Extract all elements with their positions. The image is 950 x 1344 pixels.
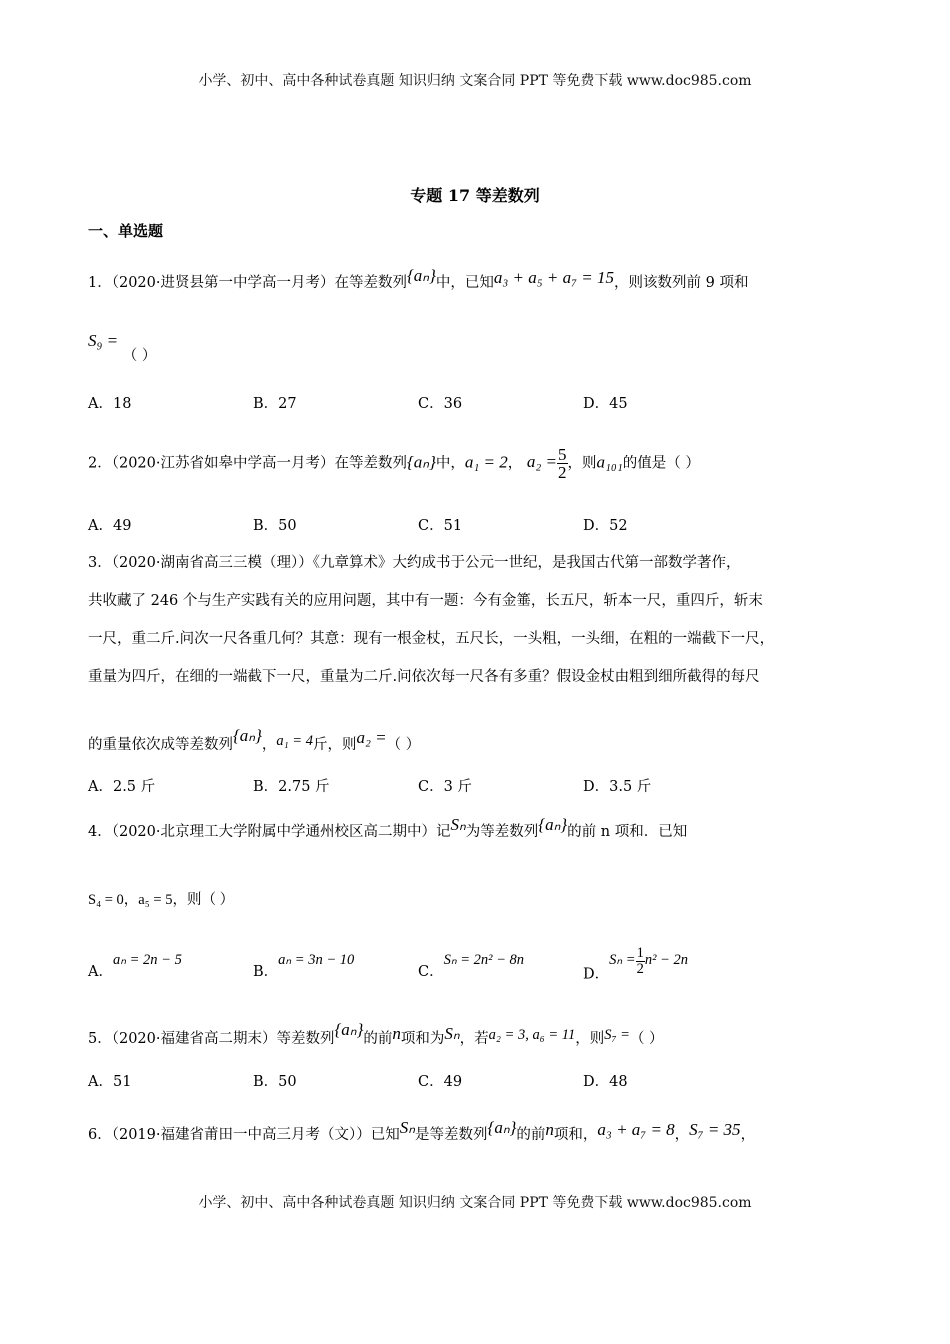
option-label: A．: [88, 964, 113, 980]
option-b[interactable]: B．50: [253, 1074, 297, 1090]
question-4: [88, 815, 687, 841]
option-d[interactable]: D．3.5 斤: [583, 779, 652, 795]
question-text: 的前 n 项和．已知: [567, 824, 688, 840]
question-3: [88, 551, 741, 572]
question-3-line: 共收藏了 246 个与生产实践有关的应用问题，其中有一题：今有金箠，长五尺，斩本一尺，重四斤，斩末: [88, 593, 763, 609]
question-text: ，则该数列前 9 项和: [614, 275, 749, 291]
question-text: ，则: [567, 455, 597, 472]
option-d[interactable]: D．48: [583, 1074, 628, 1090]
sequence-expr: {aₙ}: [487, 1118, 517, 1137]
fraction-lhs: Sₙ =: [609, 952, 636, 969]
fraction-denominator: 2: [558, 463, 567, 482]
question-text: 的前: [516, 1127, 546, 1143]
option-a[interactable]: A．2.5 斤: [88, 779, 156, 795]
question-text: 的值是（ ）: [622, 455, 700, 472]
question-6: [88, 1118, 755, 1144]
condition-expr: a₃ + a₅ + a₇ = 15: [493, 268, 615, 287]
question-text: 是等差数列: [415, 1127, 488, 1143]
option-b[interactable]: B．27: [253, 396, 297, 412]
separator: ，: [261, 737, 277, 753]
condition-expr: a₃ + a₇ = 8: [597, 1120, 675, 1139]
question-1: [88, 266, 748, 292]
option-c[interactable]: C．36: [418, 396, 463, 412]
answer-blank: （ ）: [122, 348, 157, 364]
separator: ，: [507, 455, 523, 472]
question-source: （2019·福建省莆田一中高三月考（文））: [111, 1127, 371, 1143]
option-d[interactable]: [583, 945, 688, 990]
question-text: 在等差数列: [334, 275, 407, 291]
condition-expr: a₂ = 3, a₆ = 11: [488, 1027, 576, 1043]
question-4-line2: S₄ = 0，a₅ = 5，则（ ）: [88, 892, 235, 908]
option-c[interactable]: C．51: [418, 518, 463, 534]
sum-expr: Sₙ: [450, 815, 466, 834]
question-3-line: 一尺，重二斤.问次一尺各重几何？其意：现有一根金杖，五尺长，一头粗，一头细，在粗的一端截下一尺，: [88, 631, 775, 647]
sequence-expr: {aₙ}: [407, 452, 436, 472]
fraction-denominator: 2: [636, 960, 644, 977]
question-3-line: 重量为四斤，在细的一端截下一尺，重量为二斤.问依次每一尺各有多重？假设金杖由粗到细所截得的每尺: [88, 669, 760, 685]
condition-expr-2: [526, 445, 568, 482]
option-expr: Sₙ = 2n² − 8n: [443, 952, 525, 968]
option-expr: [609, 945, 688, 977]
question-source: （2020·湖南省高三三模（理））: [111, 555, 313, 571]
question-text: 记: [436, 824, 451, 840]
question-text: 的前: [363, 1031, 393, 1047]
option-c[interactable]: C．49: [418, 1074, 463, 1090]
fraction-rhs: n² − 2n: [644, 952, 688, 969]
question-source: （2020·进贤县第一中学高一月考）: [111, 275, 335, 291]
condition-expr: S₇ = 35: [689, 1120, 741, 1139]
variable-n: n: [392, 1024, 401, 1043]
option-b[interactable]: B．2.75 斤: [253, 779, 330, 795]
question-text: 在等差数列: [334, 455, 407, 472]
sequence-expr: {aₙ}: [407, 266, 436, 285]
sum-expr: Sₙ: [444, 1024, 460, 1043]
target-expr: a₂ =: [356, 728, 387, 747]
question-number: 5．: [88, 1031, 112, 1047]
section-heading: 一、单选题: [88, 222, 164, 240]
option-expr: aₙ = 2n − 5: [112, 952, 182, 968]
question-source: （2020·北京理工大学附属中学通州校区高二期中）: [111, 824, 436, 840]
option-a[interactable]: A．51: [88, 1074, 132, 1090]
option-d[interactable]: D．45: [583, 396, 628, 412]
sequence-expr: {aₙ}: [233, 726, 262, 745]
target-expr: S₇ =: [604, 1027, 630, 1043]
question-3-last-line: [88, 726, 420, 754]
question-text: 的重量依次成等差数列: [88, 737, 233, 753]
fraction-numerator: 5: [558, 445, 567, 464]
question-text: ，若: [459, 1031, 489, 1047]
question-text: 中，: [435, 455, 465, 472]
option-c[interactable]: [418, 952, 525, 981]
condition-expr: a₁ = 4: [276, 733, 313, 749]
sum-expr: S₉ =: [88, 331, 119, 350]
option-label: D．: [583, 966, 610, 983]
question-number: 4．: [88, 824, 112, 840]
question-text: 斤，则: [312, 737, 357, 753]
option-a[interactable]: [88, 952, 182, 981]
question-text: 《九章算术》大约成书于公元一世纪，是我国古代第一部数学著作，: [312, 555, 741, 571]
option-a[interactable]: A．49: [88, 518, 132, 534]
fraction-lhs: a₂ =: [526, 452, 558, 472]
question-source: （2020·江苏省如皋中学高一月考）: [111, 455, 335, 472]
question-number: 1．: [88, 275, 112, 291]
option-a[interactable]: A．18: [88, 396, 132, 412]
question-1-line2: [88, 330, 157, 364]
page-title: 专题 17 等差数列: [410, 186, 540, 205]
question-text: 等差数列: [276, 1031, 335, 1047]
option-c[interactable]: C．3 斤: [418, 779, 472, 795]
option-b[interactable]: B．50: [253, 518, 297, 534]
sequence-expr: {aₙ}: [334, 1020, 364, 1039]
sequence-expr: {aₙ}: [538, 815, 568, 834]
target-expr: a₁₀₁: [596, 452, 623, 472]
answer-blank: （ ）: [386, 737, 421, 753]
question-number: 2．: [88, 455, 112, 472]
option-label: B．: [253, 964, 279, 980]
option-expr: aₙ = 3n − 10: [278, 952, 355, 968]
question-number: 3．: [88, 555, 112, 571]
question-text: ，则: [575, 1031, 605, 1047]
question-text: 项和为: [400, 1031, 445, 1047]
question-text: ，: [740, 1127, 756, 1143]
question-5: [88, 1020, 664, 1048]
fraction: [557, 446, 568, 481]
sum-expr: Sₙ: [399, 1118, 416, 1137]
option-d[interactable]: D．52: [583, 518, 628, 534]
fraction: [636, 946, 645, 976]
question-text: 中，已知: [435, 275, 494, 291]
question-source: （2020·福建省高二期末）: [111, 1031, 277, 1047]
option-b[interactable]: [253, 952, 355, 981]
question-text: 已知: [370, 1127, 400, 1143]
variable-n: n: [545, 1120, 554, 1139]
separator: ，: [674, 1127, 690, 1143]
question-2: [88, 446, 700, 481]
fraction-numerator: 1: [636, 945, 644, 961]
question-text: 为等差数列: [465, 824, 539, 840]
page-footer: 小学、初中、高中各种试卷真题 知识归纳 文案合同 PPT 等免费下载 www.doc985.com: [198, 1195, 752, 1211]
condition-expr: a₁ = 2: [464, 452, 508, 472]
question-number: 6．: [88, 1127, 112, 1143]
question-text: 项和，: [553, 1127, 598, 1143]
answer-blank: （ ）: [629, 1031, 664, 1047]
option-label: C．: [418, 964, 444, 980]
page-header: 小学、初中、高中各种试卷真题 知识归纳 文案合同 PPT 等免费下载 www.doc985.com: [198, 73, 752, 89]
